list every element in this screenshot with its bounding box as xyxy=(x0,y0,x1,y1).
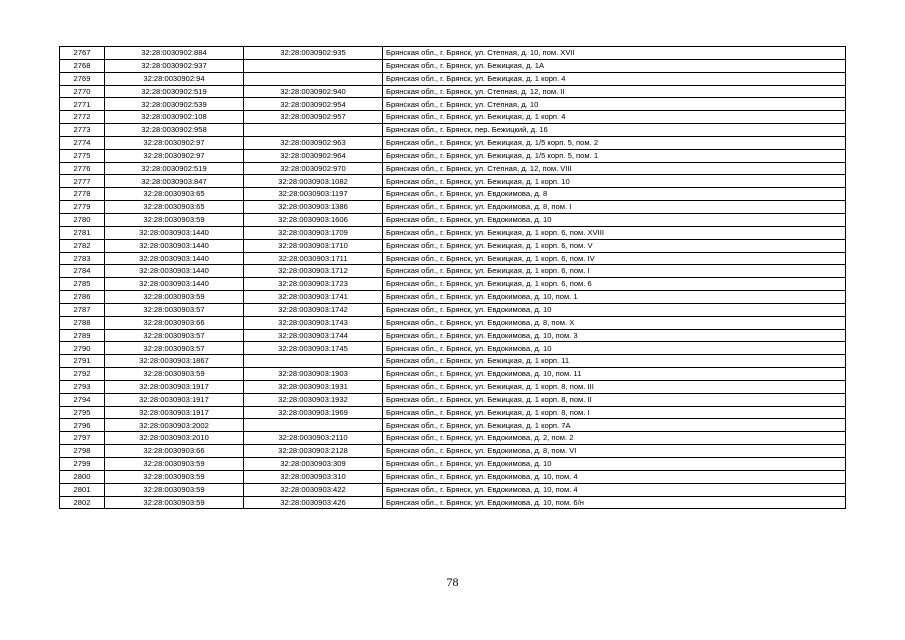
parent-cadastral-number-cell: 32:28:0030903:1440 xyxy=(105,239,244,252)
address-cell: Брянская обл., г. Брянск, ул. Евдокимова, д. 10, пом. 4 xyxy=(383,483,846,496)
row-number-cell: 2796 xyxy=(60,419,105,432)
table-row xyxy=(60,111,846,124)
address-cell: Брянская обл., г. Брянск, ул. Евдокимова, д. 10 xyxy=(383,458,846,471)
row-number-cell: 2787 xyxy=(60,303,105,316)
table-row xyxy=(60,432,846,445)
table-row xyxy=(60,213,846,226)
cadastral-number-cell: 32:28:0030903:1969 xyxy=(244,406,383,419)
parent-cadastral-number-cell: 32:28:0030903:59 xyxy=(105,213,244,226)
table-row xyxy=(60,72,846,85)
table-row xyxy=(60,445,846,458)
table-body xyxy=(60,47,846,509)
table-row xyxy=(60,265,846,278)
row-number-cell: 2774 xyxy=(60,136,105,149)
parent-cadastral-number-cell: 32:28:0030903:57 xyxy=(105,303,244,316)
parent-cadastral-number-cell: 32:28:0030903:2010 xyxy=(105,432,244,445)
row-number-cell: 2788 xyxy=(60,316,105,329)
row-number-cell: 2771 xyxy=(60,98,105,111)
cadastral-number-cell xyxy=(244,355,383,368)
address-cell: Брянская обл., г. Брянск, пер. Бежицкий, д. 16 xyxy=(383,124,846,137)
table-row xyxy=(60,175,846,188)
parent-cadastral-number-cell: 32:28:0030902:97 xyxy=(105,136,244,149)
cadastral-number-cell: 32:28:0030903:1606 xyxy=(244,213,383,226)
row-number-cell: 2768 xyxy=(60,59,105,72)
cadastral-number-cell: 32:28:0030903:1745 xyxy=(244,342,383,355)
cadastral-number-cell xyxy=(244,419,383,432)
parent-cadastral-number-cell: 32:28:0030903:847 xyxy=(105,175,244,188)
address-cell: Брянская обл., г. Брянск, ул. Евдокимова, д. 8, пом. VI xyxy=(383,445,846,458)
address-cell: Брянская обл., г. Брянск, ул. Степная, д. 12, пом. VIII xyxy=(383,162,846,175)
address-cell: Брянская обл., г. Брянск, ул. Бежицкая, д. 1А xyxy=(383,59,846,72)
row-number-cell: 2789 xyxy=(60,329,105,342)
address-cell: Брянская обл., г. Брянск, ул. Евдокимова, д. 10 xyxy=(383,213,846,226)
parent-cadastral-number-cell: 32:28:0030903:65 xyxy=(105,188,244,201)
table-row xyxy=(60,201,846,214)
cadastral-number-cell: 32:28:0030903:1197 xyxy=(244,188,383,201)
row-number-cell: 2772 xyxy=(60,111,105,124)
parent-cadastral-number-cell: 32:28:0030903:1867 xyxy=(105,355,244,368)
table-row xyxy=(60,368,846,381)
cadastral-number-cell: 32:28:0030903:309 xyxy=(244,458,383,471)
table-row xyxy=(60,355,846,368)
parent-cadastral-number-cell: 32:28:0030902:519 xyxy=(105,162,244,175)
address-cell: Брянская обл., г. Брянск, ул. Евдокимова, д. 8 xyxy=(383,188,846,201)
parent-cadastral-number-cell: 32:28:0030903:59 xyxy=(105,291,244,304)
address-cell: Брянская обл., г. Брянск, ул. Бежицкая, д. 1 корп. 6, пом. I xyxy=(383,265,846,278)
cadastral-number-cell: 32:28:0030903:2128 xyxy=(244,445,383,458)
parent-cadastral-number-cell: 32:28:0030903:59 xyxy=(105,496,244,509)
address-cell: Брянская обл., г. Брянск, ул. Евдокимова, д. 10, пом. 3 xyxy=(383,329,846,342)
page-number: 78 xyxy=(446,575,459,589)
cadastral-number-cell: 32:28:0030903:1082 xyxy=(244,175,383,188)
row-number-cell: 2786 xyxy=(60,291,105,304)
parent-cadastral-number-cell: 32:28:0030903:57 xyxy=(105,342,244,355)
table-row xyxy=(60,380,846,393)
address-cell: Брянская обл., г. Брянск, ул. Бежицкая, д. 1 корп. 7А xyxy=(383,419,846,432)
address-cell: Брянская обл., г. Брянск, ул. Евдокимова, д. 10, пом. 1 xyxy=(383,291,846,304)
cadastral-number-cell: 32:28:0030903:2110 xyxy=(244,432,383,445)
parent-cadastral-number-cell: 32:28:0030903:59 xyxy=(105,483,244,496)
address-cell: Брянская обл., г. Брянск, ул. Евдокимова, д. 2, пом. 2 xyxy=(383,432,846,445)
cadastral-number-cell: 32:28:0030903:1710 xyxy=(244,239,383,252)
row-number-cell: 2782 xyxy=(60,239,105,252)
table-row xyxy=(60,252,846,265)
parent-cadastral-number-cell: 32:28:0030902:97 xyxy=(105,149,244,162)
parent-cadastral-number-cell: 32:28:0030902:937 xyxy=(105,59,244,72)
row-number-cell: 2790 xyxy=(60,342,105,355)
table-row xyxy=(60,136,846,149)
address-cell: Брянская обл., г. Брянск, ул. Евдокимова, д. 10 xyxy=(383,342,846,355)
table-row xyxy=(60,458,846,471)
parent-cadastral-number-cell: 32:28:0030903:65 xyxy=(105,201,244,214)
parent-cadastral-number-cell: 32:28:0030903:1440 xyxy=(105,226,244,239)
address-cell: Брянская обл., г. Брянск, ул. Евдокимова, д. 10 xyxy=(383,303,846,316)
address-cell: Брянская обл., г. Брянск, ул. Евдокимова, д. 10, пом. 4 xyxy=(383,470,846,483)
table-row xyxy=(60,47,846,60)
address-cell: Брянская обл., г. Брянск, ул. Бежицкая, д. 1 корп. 8, пом. II xyxy=(383,393,846,406)
table-row xyxy=(60,59,846,72)
cadastral-number-cell: 32:28:0030902:940 xyxy=(244,85,383,98)
address-cell: Брянская обл., г. Брянск, ул. Бежицкая, д. 1 корп. 6, пом. V xyxy=(383,239,846,252)
cadastral-number-cell: 32:28:0030903:422 xyxy=(244,483,383,496)
parent-cadastral-number-cell: 32:28:0030903:1440 xyxy=(105,265,244,278)
address-cell: Брянская обл., г. Брянск, ул. Бежицкая, д. 1 корп. 4 xyxy=(383,111,846,124)
parent-cadastral-number-cell: 32:28:0030903:59 xyxy=(105,458,244,471)
cadastral-number-cell: 32:28:0030903:1386 xyxy=(244,201,383,214)
address-cell: Брянская обл., г. Брянск, ул. Евдокимова, д. 10, пом. 11 xyxy=(383,368,846,381)
table-row xyxy=(60,226,846,239)
table-row xyxy=(60,239,846,252)
parent-cadastral-number-cell: 32:28:0030903:1917 xyxy=(105,393,244,406)
address-cell: Брянская обл., г. Брянск, ул. Бежицкая, д. 1 корп. 10 xyxy=(383,175,846,188)
row-number-cell: 2769 xyxy=(60,72,105,85)
parent-cadastral-number-cell: 32:28:0030903:66 xyxy=(105,445,244,458)
table-row xyxy=(60,149,846,162)
row-number-cell: 2801 xyxy=(60,483,105,496)
cadastral-number-cell: 32:28:0030902:970 xyxy=(244,162,383,175)
cadastral-number-cell: 32:28:0030902:935 xyxy=(244,47,383,60)
address-cell: Брянская обл., г. Брянск, ул. Евдокимова, д. 8, пом. I xyxy=(383,201,846,214)
table-row xyxy=(60,342,846,355)
table-row xyxy=(60,98,846,111)
table-row xyxy=(60,85,846,98)
table-row xyxy=(60,470,846,483)
address-cell: Брянская обл., г. Брянск, ул. Евдокимова, д. 10, пом. 6/н xyxy=(383,496,846,509)
parent-cadastral-number-cell: 32:28:0030903:1917 xyxy=(105,406,244,419)
row-number-cell: 2778 xyxy=(60,188,105,201)
cadastral-number-cell: 32:28:0030903:1903 xyxy=(244,368,383,381)
cadastral-number-cell: 32:28:0030903:1744 xyxy=(244,329,383,342)
row-number-cell: 2775 xyxy=(60,149,105,162)
row-number-cell: 2802 xyxy=(60,496,105,509)
row-number-cell: 2797 xyxy=(60,432,105,445)
parent-cadastral-number-cell: 32:28:0030903:59 xyxy=(105,368,244,381)
row-number-cell: 2770 xyxy=(60,85,105,98)
cadastral-number-cell: 32:28:0030903:1712 xyxy=(244,265,383,278)
row-number-cell: 2783 xyxy=(60,252,105,265)
table-row xyxy=(60,188,846,201)
cadastral-number-cell xyxy=(244,59,383,72)
cadastral-table xyxy=(59,46,846,509)
parent-cadastral-number-cell: 32:28:0030903:1440 xyxy=(105,278,244,291)
row-number-cell: 2784 xyxy=(60,265,105,278)
table-row xyxy=(60,303,846,316)
cadastral-number-cell: 32:28:0030903:1742 xyxy=(244,303,383,316)
parent-cadastral-number-cell: 32:28:0030903:1440 xyxy=(105,252,244,265)
row-number-cell: 2800 xyxy=(60,470,105,483)
table-row xyxy=(60,329,846,342)
parent-cadastral-number-cell: 32:28:0030903:2002 xyxy=(105,419,244,432)
parent-cadastral-number-cell: 32:28:0030903:66 xyxy=(105,316,244,329)
address-cell: Брянская обл., г. Брянск, ул. Бежицкая, д. 1 корп. 6, пом. XVIII xyxy=(383,226,846,239)
row-number-cell: 2776 xyxy=(60,162,105,175)
row-number-cell: 2780 xyxy=(60,213,105,226)
parent-cadastral-number-cell: 32:28:0030903:59 xyxy=(105,470,244,483)
table-row xyxy=(60,406,846,419)
cadastral-number-cell: 32:28:0030902:964 xyxy=(244,149,383,162)
cadastral-number-cell: 32:28:0030903:1723 xyxy=(244,278,383,291)
row-number-cell: 2792 xyxy=(60,368,105,381)
address-cell: Брянская обл., г. Брянск, ул. Бежицкая, д. 1 корп. 6, пом. IV xyxy=(383,252,846,265)
parent-cadastral-number-cell: 32:28:0030902:94 xyxy=(105,72,244,85)
address-cell: Брянская обл., г. Брянск, ул. Евдокимова, д. 8, пом. X xyxy=(383,316,846,329)
row-number-cell: 2781 xyxy=(60,226,105,239)
row-number-cell: 2791 xyxy=(60,355,105,368)
row-number-cell: 2795 xyxy=(60,406,105,419)
row-number-cell: 2785 xyxy=(60,278,105,291)
table-row xyxy=(60,124,846,137)
cadastral-number-cell: 32:28:0030903:1932 xyxy=(244,393,383,406)
table-row xyxy=(60,496,846,509)
table-row xyxy=(60,278,846,291)
row-number-cell: 2799 xyxy=(60,458,105,471)
cadastral-number-cell: 32:28:0030903:1931 xyxy=(244,380,383,393)
address-cell: Брянская обл., г. Брянск, ул. Бежицкая, д. 1 корп. 6, пом. 6 xyxy=(383,278,846,291)
cadastral-number-cell: 32:28:0030903:426 xyxy=(244,496,383,509)
parent-cadastral-number-cell: 32:28:0030903:57 xyxy=(105,329,244,342)
table-row xyxy=(60,162,846,175)
cadastral-number-cell: 32:28:0030902:963 xyxy=(244,136,383,149)
parent-cadastral-number-cell: 32:28:0030902:958 xyxy=(105,124,244,137)
cadastral-number-cell: 32:28:0030902:957 xyxy=(244,111,383,124)
table-row xyxy=(60,316,846,329)
table-row xyxy=(60,291,846,304)
row-number-cell: 2767 xyxy=(60,47,105,60)
address-cell: Брянская обл., г. Брянск, ул. Бежицкая, д. 1/5 корп. 5, пом. 2 xyxy=(383,136,846,149)
row-number-cell: 2794 xyxy=(60,393,105,406)
cadastral-number-cell: 32:28:0030903:310 xyxy=(244,470,383,483)
address-cell: Брянская обл., г. Брянск, ул. Степная, д. 10 xyxy=(383,98,846,111)
row-number-cell: 2773 xyxy=(60,124,105,137)
cadastral-number-cell: 32:28:0030903:1711 xyxy=(244,252,383,265)
table-row xyxy=(60,393,846,406)
table-row xyxy=(60,419,846,432)
address-cell: Брянская обл., г. Брянск, ул. Бежицкая, д. 1 корп. 8, пом. I xyxy=(383,406,846,419)
cadastral-number-cell: 32:28:0030903:1709 xyxy=(244,226,383,239)
address-cell: Брянская обл., г. Брянск, ул. Бежицкая, д. 1 корп. 4 xyxy=(383,72,846,85)
row-number-cell: 2798 xyxy=(60,445,105,458)
cadastral-number-cell xyxy=(244,72,383,85)
cadastral-number-cell xyxy=(244,124,383,137)
parent-cadastral-number-cell: 32:28:0030902:884 xyxy=(105,47,244,60)
cadastral-number-cell: 32:28:0030903:1743 xyxy=(244,316,383,329)
table-row xyxy=(60,483,846,496)
address-cell: Брянская обл., г. Брянск, ул. Бежицкая, д. 1 корп. 11 xyxy=(383,355,846,368)
parent-cadastral-number-cell: 32:28:0030903:1917 xyxy=(105,380,244,393)
parent-cadastral-number-cell: 32:28:0030902:519 xyxy=(105,85,244,98)
cadastral-number-cell: 32:28:0030903:1741 xyxy=(244,291,383,304)
address-cell: Брянская обл., г. Брянск, ул. Степная, д. 12, пом. II xyxy=(383,85,846,98)
cadastral-number-cell: 32:28:0030902:954 xyxy=(244,98,383,111)
row-number-cell: 2779 xyxy=(60,201,105,214)
address-cell: Брянская обл., г. Брянск, ул. Степная, д. 10, пом. XVII xyxy=(383,47,846,60)
address-cell: Брянская обл., г. Брянск, ул. Бежицкая, д. 1/5 корп. 5, пом. 1 xyxy=(383,149,846,162)
row-number-cell: 2777 xyxy=(60,175,105,188)
parent-cadastral-number-cell: 32:28:0030902:108 xyxy=(105,111,244,124)
parent-cadastral-number-cell: 32:28:0030902:539 xyxy=(105,98,244,111)
row-number-cell: 2793 xyxy=(60,380,105,393)
address-cell: Брянская обл., г. Брянск, ул. Бежицкая, д. 1 корп. 8, пом. III xyxy=(383,380,846,393)
